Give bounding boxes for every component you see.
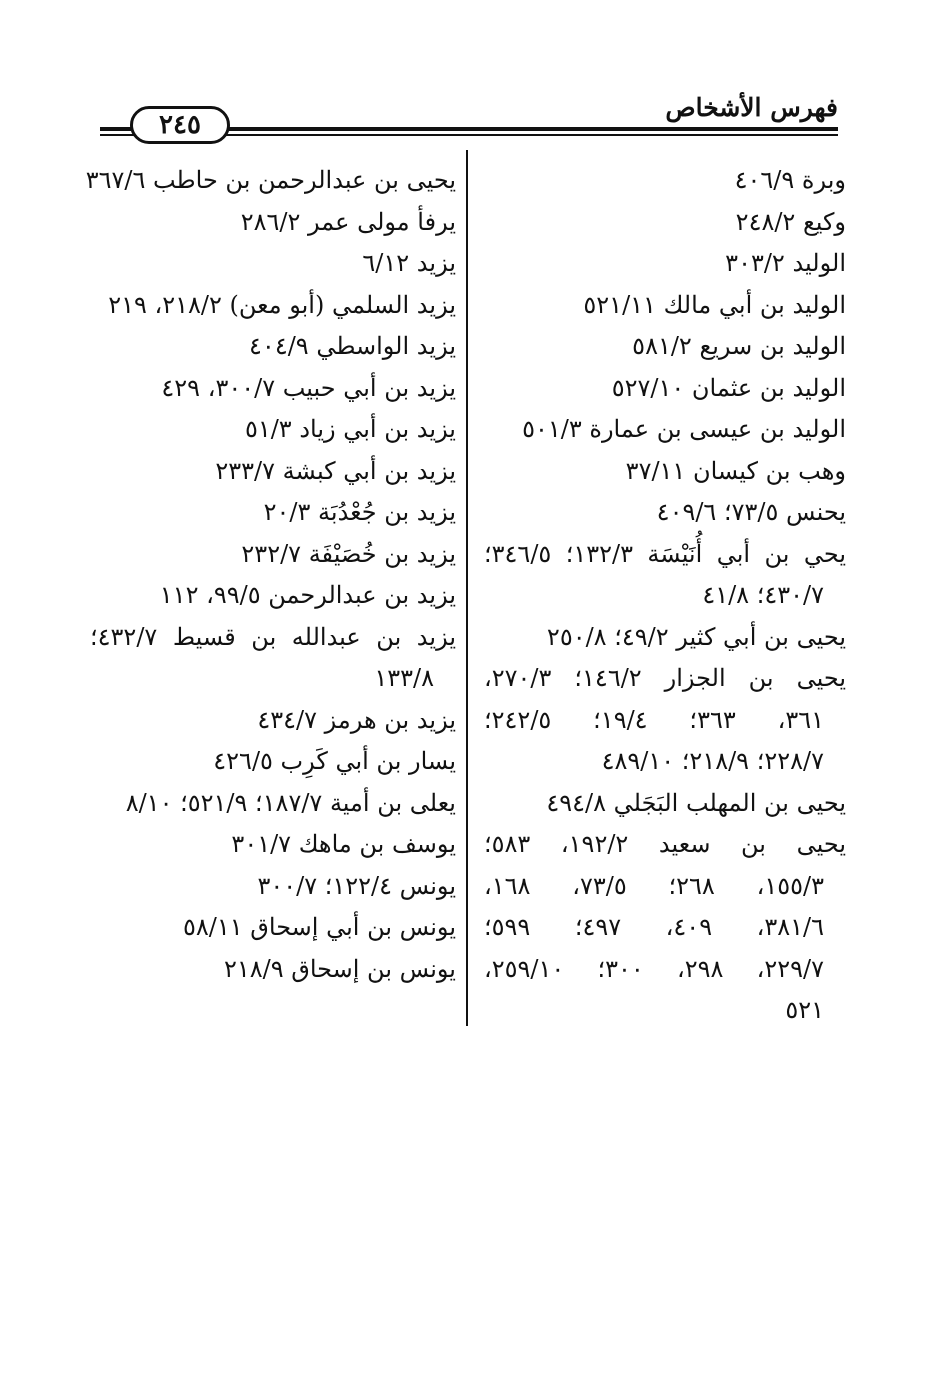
index-entry-continuation: ٣٦١، ٣٦٣؛ ١٩/٤؛ ٢٤٢/٥؛ xyxy=(484,705,825,734)
index-entry-continuation: ١٣٣/٨ xyxy=(374,664,434,692)
index-entry: يحيى بن المهلب البَجَلي ٤٩٤/٨ xyxy=(546,788,846,817)
index-entry: يزيد بن أبي زياد ٥١/٣ xyxy=(244,415,456,443)
index-entry: وبرة ٤٠٦/٩ xyxy=(734,166,846,194)
index-entry: يحيى بن سعيد ١٩٢/٢، ٥٨٣؛ xyxy=(484,830,846,858)
index-entry: يحيى بن عبدالرحمن بن حاطب ٣٦٧/٦ xyxy=(85,166,456,194)
index-entry-continuation: ١٥٥/٣، ٢٦٨؛ ٧٣/٥، ١٦٨، xyxy=(484,871,824,900)
index-entry-continuation: ٢٢٩/٧، ٢٩٨، ٣٠٠؛ ٢٥٩/١٠، xyxy=(484,954,824,983)
index-entry-continuation: ٣٨١/٦، ٤٠٩، ٤٩٧؛ ٥٩٩؛ xyxy=(484,913,824,941)
index-entry: الوليد بن عثمان ٥٢٧/١٠ xyxy=(611,373,846,402)
index-entry: يسار بن أبي كَرِب ٤٢٦/٥ xyxy=(213,747,456,775)
right-column xyxy=(484,160,846,1032)
index-entry: يزيد بن خُصَيْفَة ٢٣٢/٧ xyxy=(241,539,456,568)
index-entry: يزيد ٦/١٢ xyxy=(362,249,456,277)
page-title: فهرس الأشخاص xyxy=(665,93,838,122)
index-entry: يزيد بن أبي حبيب ٣٠٠/٧، ٤٢٩ xyxy=(161,373,456,402)
index-entry: يرفأ مولى عمر ٢٨٦/٢ xyxy=(240,207,456,236)
index-entry: يزيد بن أبي كبشة ٢٣٣/٧ xyxy=(215,456,456,485)
index-entry: يزيد بن عبدالرحمن ٩٩/٥، ١١٢ xyxy=(159,581,456,609)
index-entry: وهب بن كيسان ٣٧/١١ xyxy=(625,456,846,485)
index-entry: يزيد الواسطي ٤٠٤/٩ xyxy=(249,332,456,360)
index-entry: يونس بن أبي إسحاق ٥٨/١١ xyxy=(182,913,456,941)
index-entry: الوليد ٣٠٣/٢ xyxy=(725,249,846,277)
index-entry: يحنس ٧٣/٥؛ ٤٠٩/٦ xyxy=(656,498,846,526)
column-divider xyxy=(466,150,468,1026)
index-entry: يزيد بن عبدالله بن قسيط ٤٣٢/٧؛ xyxy=(90,622,456,651)
index-entry: يزيد بن جُعْدُبَة ٢٠/٣ xyxy=(263,498,456,526)
index-entry: وكيع ٢٤٨/٢ xyxy=(735,207,846,236)
index-entry-continuation: ٥٢١ xyxy=(785,996,824,1024)
index-entry: يونس بن إسحاق ٢١٨/٩ xyxy=(223,954,456,983)
index-entry: يعلى بن أمية ١٨٧/٧؛ ٥٢١/٩؛ ٨/١٠ xyxy=(125,788,456,817)
page-number: ٢٤٥ xyxy=(130,106,230,144)
index-entry-continuation: ٤٣٠/٧؛ ٤١/٨ xyxy=(702,581,824,609)
index-entry: يونس ١٢٢/٤؛ ٣٠٠/٧ xyxy=(257,871,456,900)
index-entry: يزيد بن هرمز ٤٣٤/٧ xyxy=(257,705,456,734)
index-entry: الوليد بن أبي مالك ٥٢١/١١ xyxy=(583,290,846,319)
left-column xyxy=(85,160,456,990)
index-entry: يزيد السلمي (أبو معن) ٢١٨/٢، ٢١٩ xyxy=(108,290,456,319)
index-entry: الوليد بن سريع ٥٨١/٢ xyxy=(632,332,846,360)
index-entry-continuation: ٢٢٨/٧؛ ٢١٨/٩؛ ٤٨٩/١٠ xyxy=(601,747,824,775)
index-entry: يحيى بن أبي كثير ٤٩/٢؛ ٢٥٠/٨ xyxy=(546,622,846,651)
index-entry: يحي بن أبي أُنَيْسَة ١٣٢/٣؛ ٣٤٦/٥؛ xyxy=(484,539,846,568)
index-entry: يحيى بن الجزار ١٤٦/٢؛ ٢٧٠/٣، xyxy=(484,664,846,692)
index-entry: يوسف بن ماهك ٣٠١/٧ xyxy=(231,830,456,858)
index-entry: الوليد بن عيسى بن عمارة ٥٠١/٣ xyxy=(522,415,846,443)
